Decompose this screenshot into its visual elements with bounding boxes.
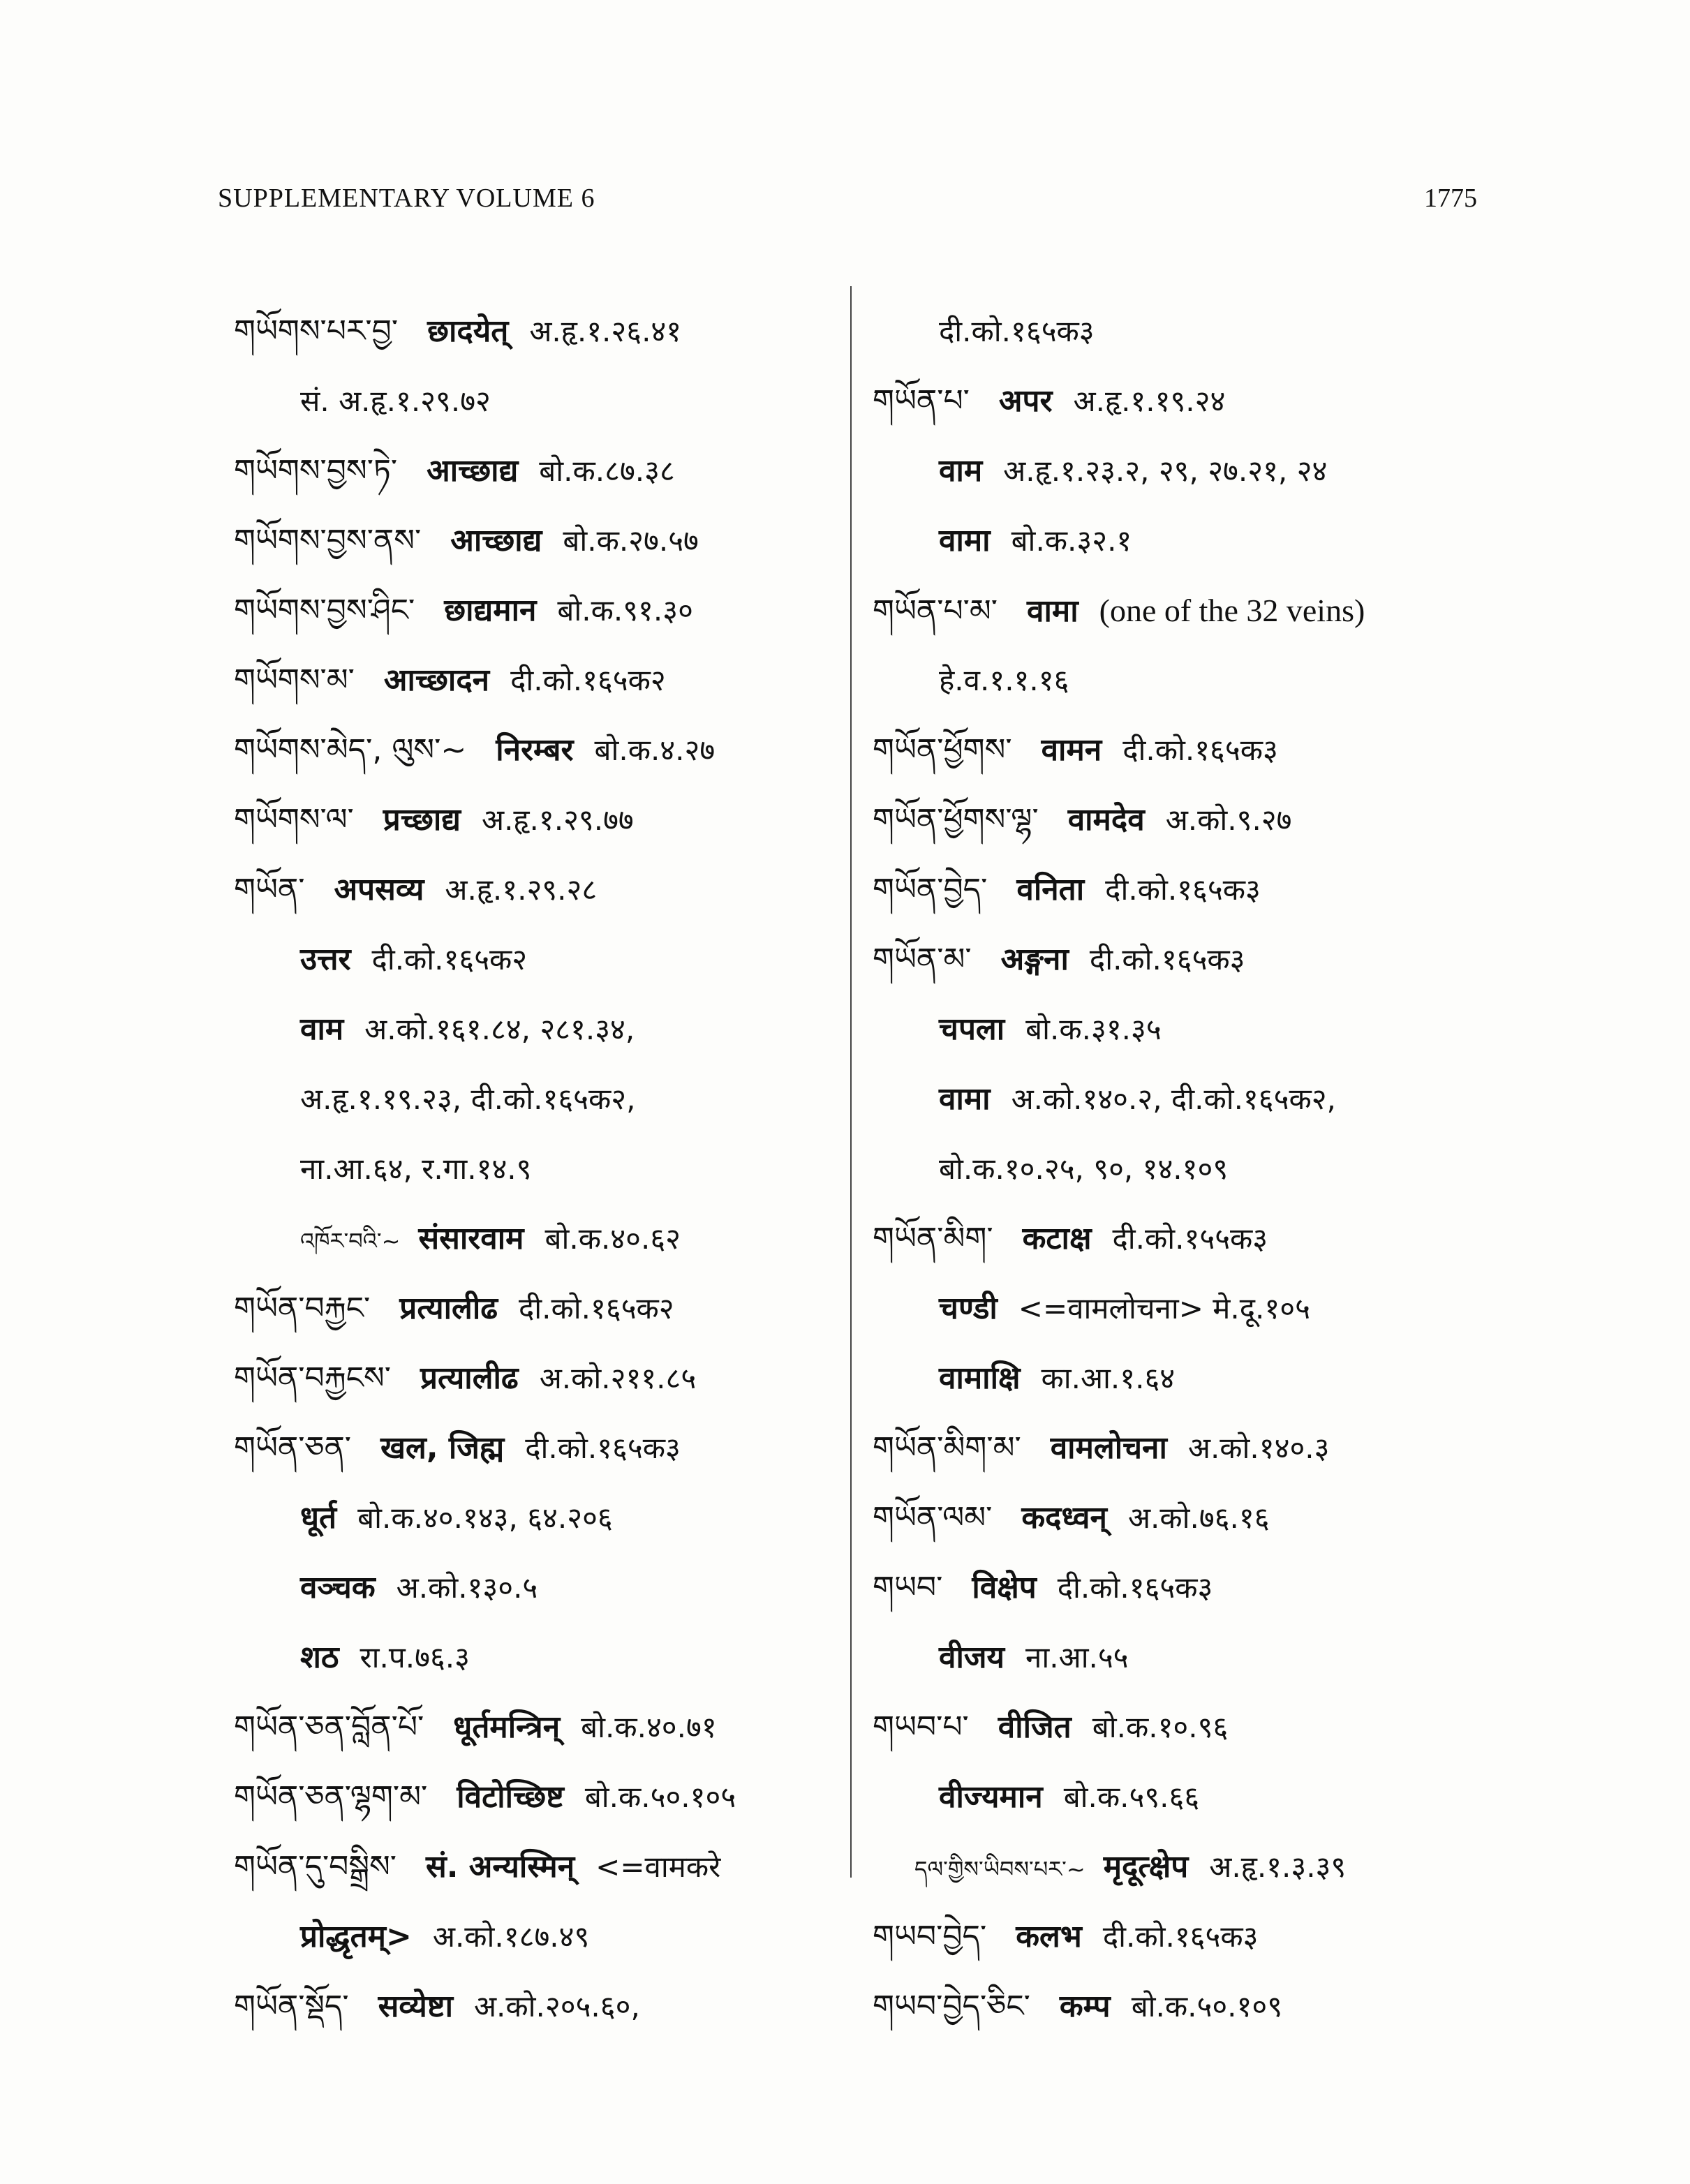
source-reference: दी.को.१६५क२ [519, 1291, 674, 1325]
sanskrit-equivalent: वामाक्षि [939, 1360, 1021, 1396]
sanskrit-equivalent: प्रच्छाद्य [383, 802, 461, 838]
dictionary-entry-line [234, 576, 841, 646]
dictionary-entry-line [234, 1972, 841, 2042]
tibetan-headword: གཡོན་པ་མ་ [873, 593, 998, 629]
dictionary-entry-line [873, 1413, 1487, 1483]
sanskrit-equivalent: आच्छादन [383, 662, 490, 698]
sanskrit-equivalent: धूर्तमन्त्रिन् [453, 1709, 561, 1745]
source-reference: बो.क.९१.३० [557, 593, 693, 627]
dictionary-entry-line [873, 297, 1487, 366]
sanskrit-equivalent: शठ [300, 1640, 339, 1675]
sanskrit-equivalent: चपला [939, 1011, 1005, 1047]
sanskrit-equivalent: उत्तर [300, 942, 351, 977]
dictionary-entry-line [873, 646, 1487, 715]
sanskrit-equivalent: कदध्वन् [1021, 1500, 1107, 1536]
dictionary-entry-line [234, 1762, 841, 1832]
source-reference: बो.क.५९.६६ [1063, 1780, 1200, 1814]
source-reference: दी.को.१६५क३ [1122, 733, 1278, 767]
source-reference: ना.आ.५५ [1025, 1640, 1129, 1674]
dictionary-entry-line [234, 1344, 841, 1413]
tibetan-subentry: དལ་གྱིས་ཡིབས་པར་~ [914, 1856, 1085, 1882]
page-number: 1775 [1424, 184, 1477, 213]
dictionary-entry-line [873, 1762, 1487, 1832]
dictionary-entry-line [234, 1274, 841, 1344]
dictionary-entry-line [234, 646, 841, 715]
dictionary-entry-line [234, 1413, 841, 1483]
source-reference: अ.को.७६.१६ [1127, 1501, 1270, 1535]
source-reference: दी.को.१६५क३ [1105, 872, 1261, 907]
source-reference: अ.को.१८७.४९ [432, 1919, 590, 1954]
tibetan-headword: གཡོགས་བྱས་ཏེ་ [234, 453, 398, 489]
sanskrit-equivalent: वामा [939, 523, 991, 558]
source-reference: हे.व.१.१.१६ [939, 663, 1069, 697]
tibetan-headword: གཡོགས་བྱས་ནས་ [234, 523, 422, 558]
sanskrit-equivalent: धूर्त [300, 1500, 337, 1536]
right-column [873, 297, 1487, 2042]
source-reference: अ.हृ.१.३.३९ [1209, 1850, 1347, 1884]
tibetan-headword: གཡོན་པ་ [873, 383, 970, 419]
sanskrit-equivalent: वीज्यमान [939, 1779, 1043, 1815]
source-reference: बो.क.३२.१ [1011, 523, 1132, 558]
dictionary-entry-line [873, 785, 1487, 855]
tibetan-headword: གཡབ་ [873, 1570, 943, 1605]
sanskrit-equivalent: वामन [1041, 732, 1102, 768]
english-gloss: (one of the 32 veins) [1099, 593, 1365, 628]
sanskrit-equivalent: मृदूत्क्षेप [1103, 1849, 1189, 1885]
sanskrit-equivalent: खल, जिह्म [380, 1430, 505, 1466]
tibetan-headword: གཡོན་ཅན་ [234, 1430, 352, 1466]
source-reference: बो.क.५०.१०९ [1131, 1989, 1283, 2023]
sanskrit-equivalent: वीजय [939, 1640, 1005, 1675]
left-column [234, 297, 841, 2042]
sanskrit-equivalent: कलभ [1016, 1919, 1082, 1954]
dictionary-entry-line [873, 1972, 1487, 2042]
source-reference: का.आ.१.६४ [1041, 1361, 1176, 1395]
sanskrit-equivalent: छाद्यमान [444, 593, 537, 628]
tibetan-headword: གཡོན་བྱེད་ [873, 872, 988, 907]
tibetan-headword: གཡོན་སྡོད་ [234, 1989, 349, 2024]
sanskrit-equivalent: अङ्गना [1000, 942, 1069, 977]
source-reference: दी.को.१६५क३ [939, 314, 1095, 348]
tibetan-headword: གཡོགས་པར་བྱ་ [234, 313, 399, 349]
source-reference: बो.क.१०.९६ [1092, 1710, 1229, 1744]
sanskrit-equivalent: वनिता [1016, 872, 1085, 907]
dictionary-entry-line [873, 1902, 1487, 1972]
source-reference: बो.क.२७.५७ [563, 523, 699, 558]
source-reference: बो.क.१०.२५, ९०, १४.१०९ [939, 1152, 1229, 1186]
dictionary-entry-line [234, 1204, 841, 1274]
dictionary-entry-line [234, 1832, 841, 1902]
dictionary-entry-line [234, 1064, 841, 1134]
source-reference: दी.को.१६५क३ [1057, 1570, 1213, 1605]
sanskrit-equivalent: अपर [998, 383, 1053, 419]
tibetan-headword: གཡོན་བརྐྱངས་ [234, 1360, 391, 1396]
source-reference: दी.को.१६५क३ [1102, 1919, 1259, 1954]
source-reference: सं. अ.हृ.१.२९.७२ [300, 384, 491, 418]
source-reference: बो.क.५०.१०५ [584, 1780, 736, 1814]
tibetan-headword: གཡོན་མིག་མ་ [873, 1430, 1021, 1466]
dictionary-entry-line [234, 785, 841, 855]
tibetan-headword: གཡོན་བརྐྱང་ [234, 1291, 371, 1326]
tibetan-headword: གཡོན་དུ་བསྒྲིས་ [234, 1849, 397, 1885]
sanskrit-equivalent: वाम [300, 1011, 344, 1047]
source-reference: बो.क.४०.१४३, ६४.२०६ [357, 1501, 613, 1535]
source-reference: अ.हृ.१.२३.२, २९, २७.२१, २४ [1003, 454, 1328, 488]
source-reference: अ.को.९.२७ [1165, 803, 1292, 837]
sanskrit-equivalent: सं. अन्यस्मिन् [426, 1849, 575, 1885]
sanskrit-equivalent: प्रत्यालीढ [420, 1360, 519, 1396]
sanskrit-equivalent: वामा [939, 1081, 991, 1117]
source-reference: दी.को.१५५क३ [1112, 1221, 1268, 1256]
source-reference: <=वामलोचना> मे.दू.१०५ [1018, 1291, 1310, 1325]
sanskrit-equivalent: निरम्बर [496, 732, 574, 768]
dictionary-entry-line [234, 436, 841, 506]
dictionary-entry-line [873, 855, 1487, 925]
source-reference: अ.हृ.१.२९.२८ [445, 872, 598, 907]
sanskrit-equivalent: छादयेत् [427, 313, 509, 349]
tibetan-headword: གཡབ་བྱེད་ཅིང་ [873, 1989, 1030, 2024]
source-reference: अ.हृ.१.२६.४१ [529, 314, 682, 348]
source-reference: अ.को.१४०.३ [1187, 1431, 1330, 1465]
tibetan-headword: གཡོན་ཕྱོགས་ [873, 732, 1012, 768]
sanskrit-equivalent: कम्प [1059, 1989, 1111, 2024]
tibetan-headword: གཡོགས་མ་ [234, 662, 355, 698]
dictionary-entry-line [234, 1553, 841, 1623]
dictionary-entry-line [873, 1134, 1487, 1204]
dictionary-entry-line [873, 576, 1487, 646]
sanskrit-equivalent: वीजित [998, 1709, 1072, 1745]
source-reference: ना.आ.६४, र.गा.१४.९ [300, 1152, 532, 1186]
dictionary-entry-line [873, 995, 1487, 1064]
sanskrit-equivalent: प्रत्यालीढ [399, 1291, 498, 1326]
source-reference: अ.को.१४०.२, दी.को.१६५क२, [1011, 1082, 1336, 1116]
source-reference: अ.हृ.१.१९.२३, दी.को.१६५क२, [300, 1082, 636, 1116]
source-reference: बो.क.४.२७ [594, 733, 716, 767]
tibetan-headword: གཡོན་ཅན་བློན་པོ་ [234, 1709, 424, 1745]
dictionary-entry-line [873, 1832, 1487, 1902]
dictionary-entry-line [234, 995, 841, 1064]
dictionary-entry-line [234, 506, 841, 576]
tibetan-headword: གཡབ་བྱེད་ [873, 1919, 987, 1954]
dictionary-entry-line [873, 1623, 1487, 1693]
tibetan-headword: གཡོན་མིག་ [873, 1221, 993, 1256]
source-reference: <=वामकरे [595, 1850, 721, 1884]
source-reference: बो.क.४०.७१ [581, 1710, 717, 1744]
source-reference: रा.प.७६.३ [360, 1640, 470, 1674]
tibetan-headword: གཡོགས་ལ་ [234, 802, 354, 838]
sanskrit-equivalent: वञ्चक [300, 1570, 376, 1605]
tibetan-headword: གཡབ་པ་ [873, 1709, 969, 1745]
source-reference: दी.को.१६५क३ [1089, 942, 1245, 976]
sanskrit-equivalent: विक्षेप [972, 1570, 1037, 1605]
dictionary-entry-line [873, 1204, 1487, 1274]
dictionary-entry-line [234, 1693, 841, 1762]
tibetan-subentry: འཁོར་བའི་~ [300, 1228, 401, 1254]
source-reference: बो.क.३१.३५ [1025, 1012, 1162, 1046]
dictionary-entry-line [873, 1344, 1487, 1413]
source-reference: दी.को.१६५क२ [510, 663, 666, 697]
source-reference: अ.को.२०५.६०, [473, 1989, 640, 2023]
dictionary-entry-line [234, 715, 841, 785]
source-reference: दी.को.१६५क२ [371, 942, 528, 976]
dictionary-entry-line [873, 1274, 1487, 1344]
dictionary-entry-line [234, 1902, 841, 1972]
source-reference: अ.हृ.१.२९.७७ [481, 803, 634, 837]
dictionary-entry-line [873, 1064, 1487, 1134]
tibetan-headword: གཡོན་ཕྱོགས་ལྷ་ [873, 802, 1039, 838]
tibetan-headword: གཡོགས་བྱས་ཤིང་ [234, 593, 415, 628]
dictionary-entry-line [873, 366, 1487, 436]
dictionary-entry-line [234, 925, 841, 995]
dictionary-entry-line [234, 1134, 841, 1204]
tibetan-headword: གཡོན་ [234, 872, 305, 907]
source-reference: अ.को.१३०.५ [396, 1570, 538, 1605]
dictionary-entry-line [873, 1553, 1487, 1623]
sanskrit-equivalent: अपसव्य [334, 872, 424, 907]
dictionary-entry-line [234, 297, 841, 366]
dictionary-entry-line [873, 506, 1487, 576]
tibetan-headword: གཡོགས་མེད་, ལུས་~ [234, 732, 467, 768]
source-reference: अ.को.२११.८५ [539, 1361, 697, 1395]
tibetan-headword: གཡོན་ལམ་ [873, 1500, 993, 1536]
column-divider [850, 286, 852, 1878]
dictionary-entry-line [873, 1693, 1487, 1762]
dictionary-entry-line [234, 855, 841, 925]
dictionary-entry-line [873, 1483, 1487, 1553]
source-reference: बो.क.४०.६२ [544, 1221, 681, 1256]
dictionary-entry-line [873, 925, 1487, 995]
sanskrit-equivalent: प्रोद्धृतम्> [300, 1919, 412, 1954]
sanskrit-equivalent: संसारवाम [418, 1221, 524, 1256]
sanskrit-equivalent: सव्येष्टा [378, 1989, 453, 2024]
sanskrit-equivalent: वाम [939, 453, 983, 489]
source-reference: बो.क.८७.३८ [539, 454, 675, 488]
tibetan-headword: གཡོན་ཅན་ལྷག་མ་ [234, 1779, 428, 1815]
sanskrit-equivalent: विटोच्छिष्ट [457, 1779, 564, 1815]
sanskrit-equivalent: चण्डी [939, 1291, 998, 1326]
source-reference: अ.को.१६१.८४, २८१.३४, [364, 1012, 635, 1046]
sanskrit-equivalent: आच्छाद्य [427, 453, 519, 489]
dictionary-entry-line [873, 715, 1487, 785]
sanskrit-equivalent: आच्छाद्य [450, 523, 542, 558]
dictionary-entry-line [234, 1623, 841, 1693]
sanskrit-equivalent: कटाक्ष [1022, 1221, 1092, 1256]
dictionary-entry-line [873, 436, 1487, 506]
source-reference: अ.हृ.१.१९.२४ [1073, 384, 1226, 418]
dictionary-entry-line [234, 366, 841, 436]
sanskrit-equivalent: वामलोचना [1050, 1430, 1167, 1466]
running-title: SUPPLEMENTARY VOLUME 6 [218, 184, 595, 213]
source-reference: दी.को.१६५क३ [525, 1431, 681, 1465]
sanskrit-equivalent: वामा [1027, 593, 1079, 629]
tibetan-headword: གཡོན་མ་ [873, 942, 972, 977]
sanskrit-equivalent: वामदेव [1067, 802, 1145, 838]
dictionary-entry-line [234, 1483, 841, 1553]
